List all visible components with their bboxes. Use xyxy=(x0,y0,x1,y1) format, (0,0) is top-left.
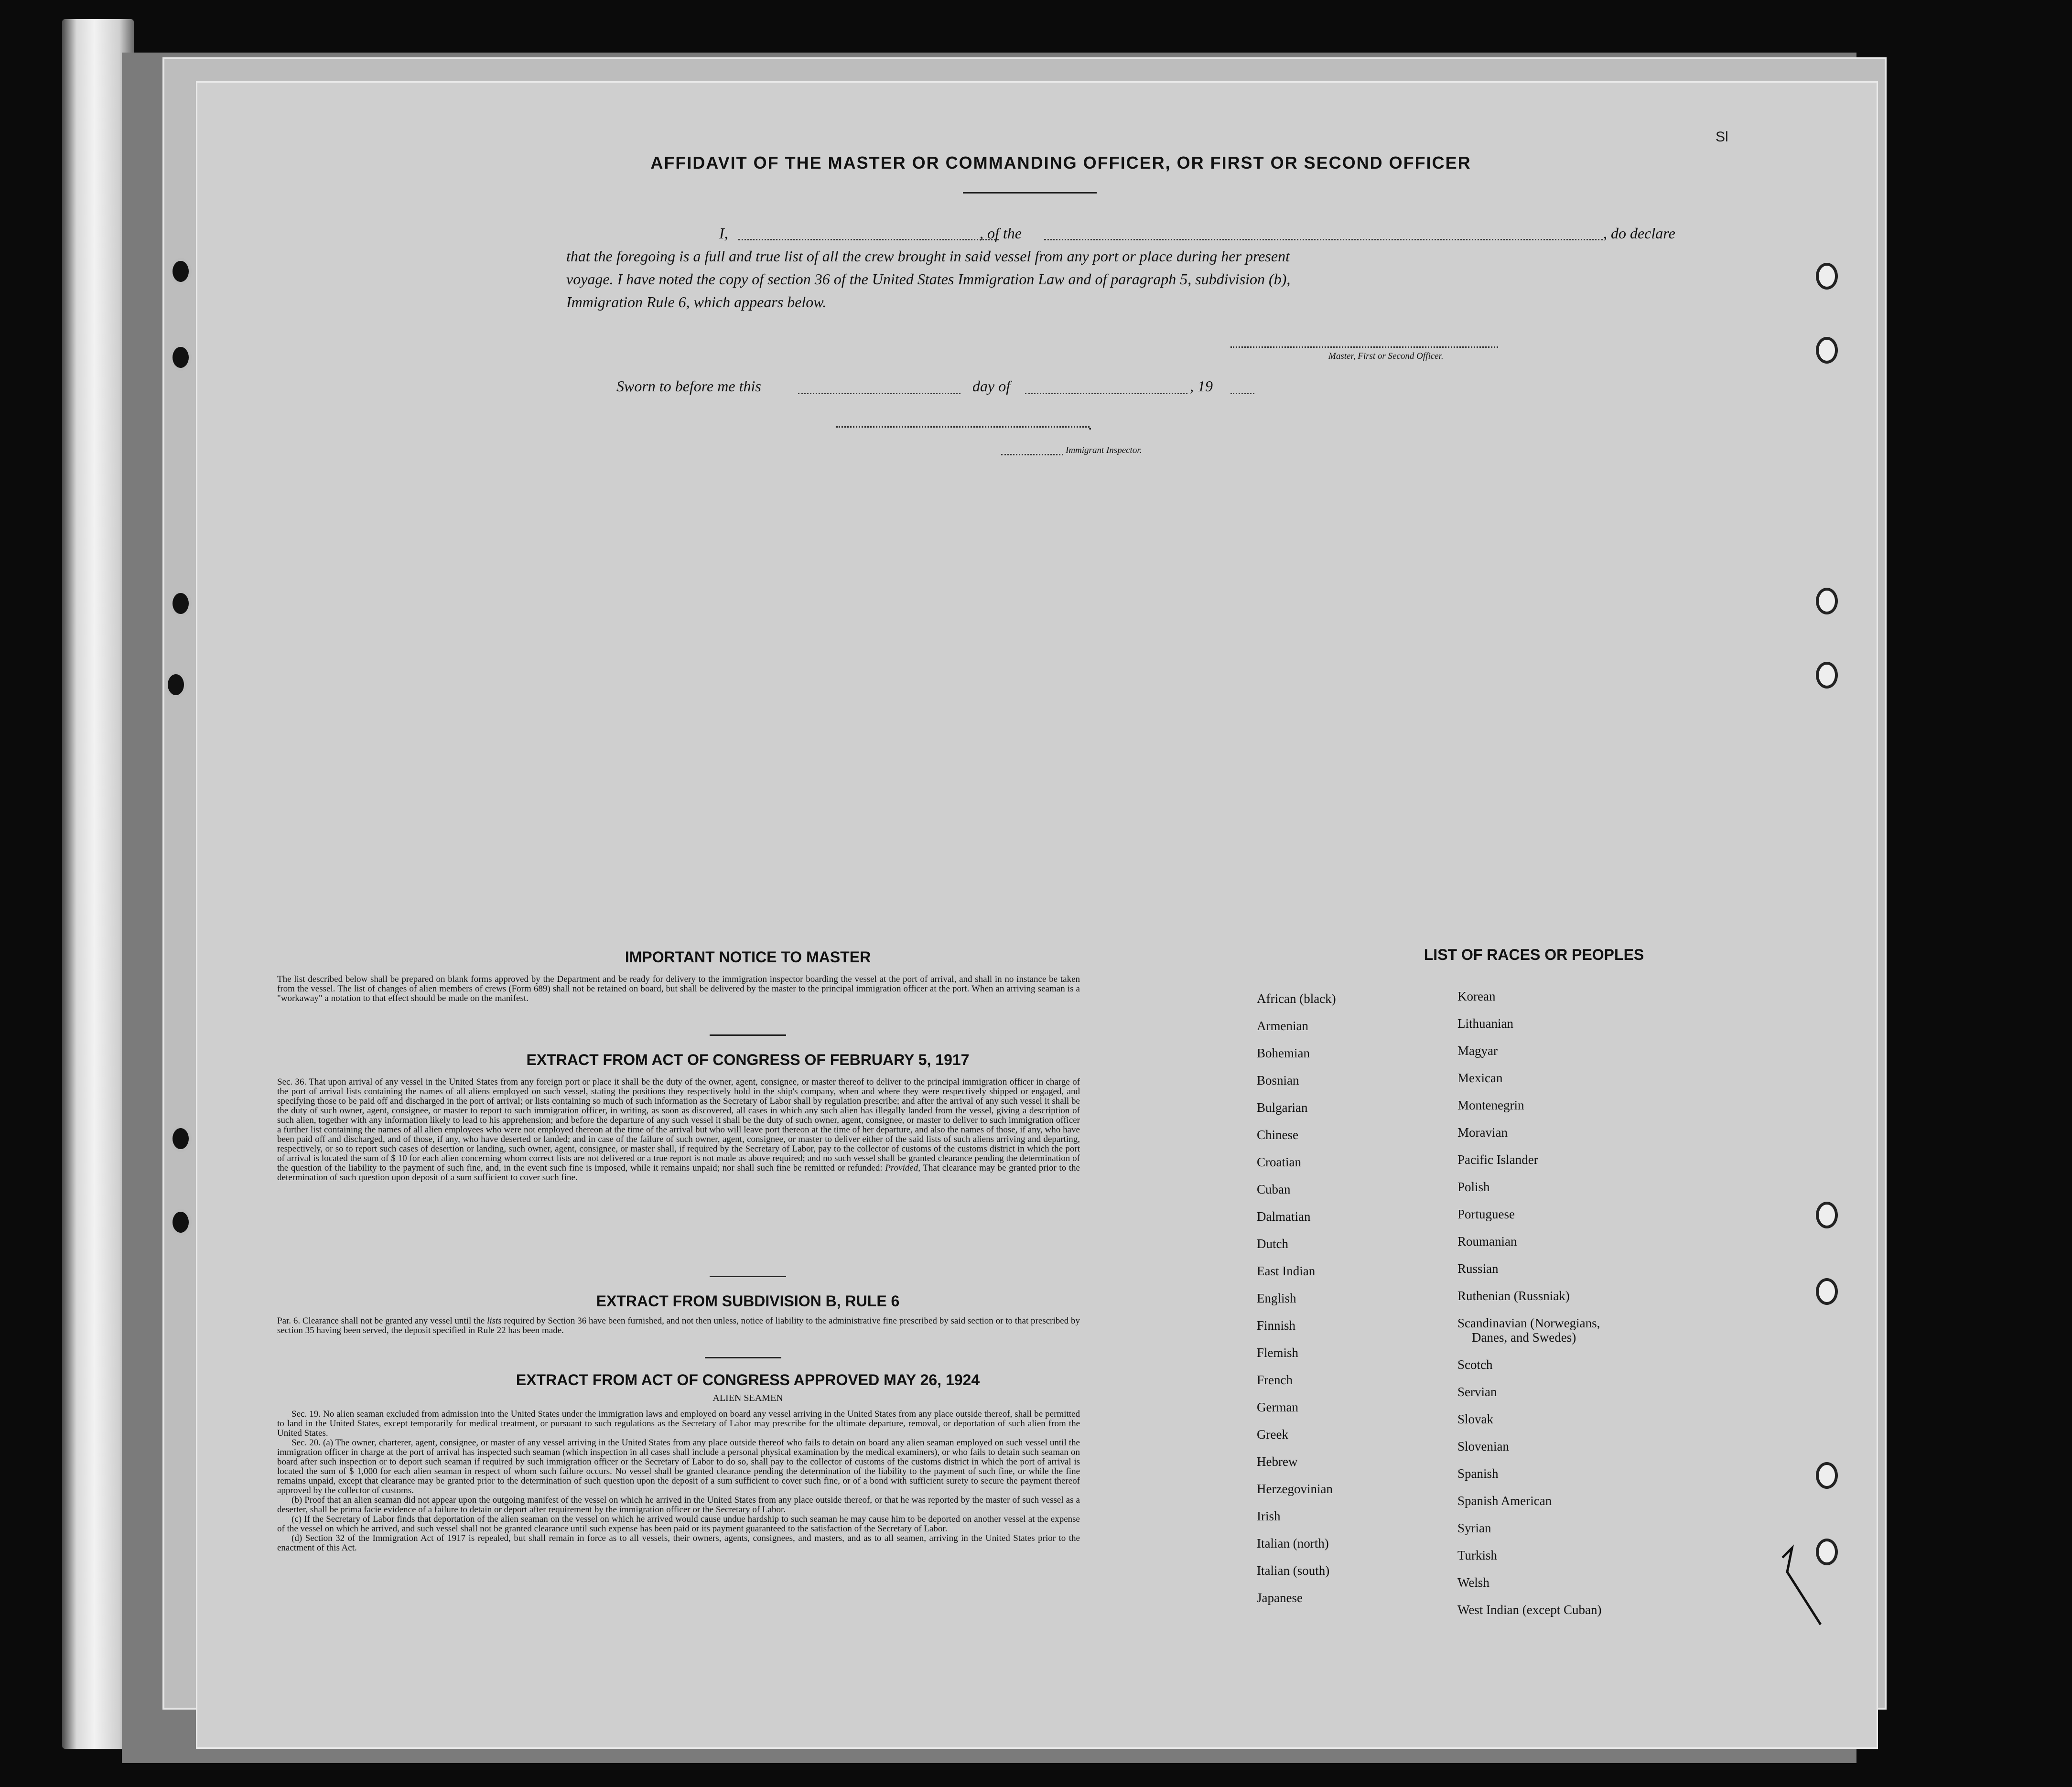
race-item: West Indian (except Cuban) xyxy=(1457,1603,1602,1617)
title-rule xyxy=(963,192,1097,194)
sworn-day-blank[interactable] xyxy=(798,393,960,394)
race-item: Polish xyxy=(1457,1180,1490,1194)
races-right-column xyxy=(1457,989,1601,1630)
signature-caption: Master, First or Second Officer. xyxy=(1328,351,1444,361)
sworn-month-blank[interactable] xyxy=(1025,393,1187,394)
inspector-signature-blank[interactable] xyxy=(836,426,1090,428)
race-item: Finnish xyxy=(1257,1318,1296,1333)
extract-1924-subtitle: ALIEN SEAMEN xyxy=(712,1393,783,1403)
notice-body: The list described below shall be prepared on blank forms approved by the Department and be ready for delivery to the immigration inspector boarding the vessel at the port of arrival, and shall in no instance be taken from the vessel. The list of changes of alien members of crews (Form 689) shall not be retained on board, but shall be delivered by the master to the principal immigration officer at the port. When an arriving seaman is a "workaway" a notation to that effect should be made on the manifest. xyxy=(277,974,1080,1003)
sworn-period: . xyxy=(1089,416,1092,433)
race-item: East Indian xyxy=(1257,1264,1316,1278)
punch-hole xyxy=(165,671,187,698)
rule6-lists: lists xyxy=(487,1316,502,1326)
race-item: Scandinavian (Norwegians, xyxy=(1457,1316,1600,1330)
sec-20c: (c) If the Secretary of Labor finds that deportation of the alien seaman on the vessel on which he arrived would cause undue hardship to such seaman he may cause him to be deported on another vessel at the expense of the vessel on which he arrived, and such vessel shall not be granted clearance until such expense has been paid or its payment guaranteed to the satisfaction of the Secretary of Labor. xyxy=(277,1514,1080,1534)
race-item: African (black) xyxy=(1257,991,1336,1006)
race-item: Slovenian xyxy=(1457,1439,1509,1453)
sec-19: Sec. 19. No alien seaman excluded from admission into the United States under the immigration laws and employed on board any vessel arriving in the United States from any place outside thereof, shall be permitted to land in the United States, except temporarily for medical treatment, or pursuant to such regulations as the Secretary of Labor may prescribe for the ultimate departure, removal, or deportation of such alien from the United States. xyxy=(277,1409,1080,1438)
race-item: Magyar xyxy=(1457,1044,1498,1058)
punch-hole xyxy=(1816,263,1838,290)
race-item: Korean xyxy=(1457,989,1496,1003)
race-item: Syrian xyxy=(1457,1521,1491,1535)
inspector-caption-rule xyxy=(1001,454,1063,455)
race-item: Portuguese xyxy=(1457,1207,1515,1221)
punch-hole xyxy=(170,344,192,371)
sec-20b: (b) Proof that an alien seaman did not appear upon the outgoing manifest of the vessel on which he arrived in the United States from any place outside thereof, or that he was reported by the master of such vessel as a deserter, shall be prima facie evidence of a failure to detain or deport after requirement by the immigration officer or the Secretary of Labor. xyxy=(277,1495,1080,1515)
races-title: LIST OF RACES OR PEOPLES xyxy=(1424,946,1644,963)
race-item: Montenegrin xyxy=(1457,1098,1524,1112)
races-left-column xyxy=(1257,991,1336,1618)
signature-blank[interactable] xyxy=(1230,346,1498,348)
sworn-day-of: day of xyxy=(972,377,1011,395)
rule6-text-pre: Par. 6. Clearance shall not be granted any vessel until the xyxy=(277,1316,485,1326)
sec-20d: (d) Section 32 of the Immigration Act of 1917 is repealed, but shall remain in force as to all vessels, their owners, agents, consignees, and masters, and as to all seamen, arriving in the United States prior to the enactment of this Act. xyxy=(277,1533,1080,1553)
extract-1917-title: EXTRACT FROM ACT OF CONGRESS OF FEBRUARY 5, 1917 xyxy=(526,1051,970,1068)
race-item: Turkish xyxy=(1457,1548,1498,1562)
race-item: Hebrew xyxy=(1257,1454,1298,1469)
sworn-year-blank[interactable] xyxy=(1230,393,1254,394)
race-item: Spanish xyxy=(1457,1466,1499,1481)
name-blank[interactable] xyxy=(738,239,999,240)
race-item: Russian xyxy=(1457,1261,1499,1276)
race-item: English xyxy=(1257,1291,1296,1305)
section-rule xyxy=(705,1357,781,1358)
corner-mark: Sl xyxy=(1716,129,1728,145)
sec-20a: Sec. 20. (a) The owner, charterer, agent, consignee, or master of any vessel arriving in the United States from any place outside thereof who fails to detain on board any alien seaman employed on such vessel until the immigration officer in charge at the port of arrival has inspected such seaman (which inspection in all cases shall include a personal physical examination by the medical examiners), or who fails to detain such seaman on board after such inspection or to deport such seaman if required by such immigration officer or the Secretary of Labor to do so, shall pay to the collector of customs of the customs district in which the port of arrival is located the sum of $ 1,000 for each alien seaman in respect of whom such failure occurs. No vessel shall be granted clearance pending the determination of the liability to the payment of such fine, or while the fine remains unpaid, except that clearance may be granted prior to the determination of such question upon the deposit of a sum sufficient to cover such fine, or of a bond with sufficient surety to secure the payment thereof approved by the collector of customs. xyxy=(277,1438,1080,1496)
race-item: Cuban xyxy=(1257,1182,1291,1196)
inspector-caption: Immigrant Inspector. xyxy=(1066,445,1142,455)
punch-hole xyxy=(170,258,192,285)
race-item: Greek xyxy=(1257,1427,1288,1442)
race-item: Roumanian xyxy=(1457,1234,1517,1249)
race-item: Moravian xyxy=(1457,1125,1508,1140)
race-item: Bulgarian xyxy=(1257,1100,1308,1115)
extract-1917-text: Sec. 36. That upon arrival of any vessel in the United States from any foreign port or place it shall be the duty of the owner, agent, consignee, or master thereof to deliver to the principal immigration officer in charge of the port of arrival lists containing the names of all aliens employed on such vessel, stating the positions they respectively hold in the ship's company, when and where they were respectively shipped or engaged, and specifying those to be paid off and discharged in the port of arrival; or lists containing so much of such information as the Secretary of Labor shall by regulation prescribe; and after the arrival of any such vessel it shall be the duty of such owner, agent, consignee, or master to report to such immigration officer, in writing, as soon as discovered, all cases in which any such alien has illegally landed from the vessel, giving a description of such alien, together with any information likely to lead to his apprehension; and before the departure of any such vessel it shall be the duty of such owner, agent, consignee, or master to deliver to such immigration officer a further list containing the names of all alien employees who were not employed thereon at the time of the arrival but who will leave port thereon at the time of her departure, and also the names of those, if any, who have been paid off and discharged, and of those, if any, who have deserted or landed; and in case of the failure of such owner, agent, consignee, or master to deliver either of the said lists of such aliens arriving and departing, respectively, or so to report such cases of desertion or landing, such owner, agent, consignee, or master shall, if required by the Secretary of Labor, pay to the collector of customs of the customs district in which the port of arrival is located the sum of $ 10 for each alien concerning whom correct lists are not delivered or a true report is not made as above required; and no such vessel shall be granted clearance pending the determination of the question of the liability to the payment of such fine, and, in the event such fine is imposed, while it remains unpaid; nor shall such fine be remitted or refunded: xyxy=(277,1077,1080,1173)
punch-hole xyxy=(1816,1462,1838,1489)
notice-title: IMPORTANT NOTICE TO MASTER xyxy=(625,948,871,966)
race-item: French xyxy=(1257,1373,1293,1387)
affidavit-title: AFFIDAVIT OF THE MASTER OR COMMANDING OFFICER, OR FIRST OR SECOND OFFICER xyxy=(650,153,1471,172)
race-item: Flemish xyxy=(1257,1346,1299,1360)
race-item: German xyxy=(1257,1400,1298,1414)
section-rule xyxy=(710,1276,786,1277)
race-item: Herzegovinian xyxy=(1257,1482,1333,1496)
rule6-text-post: required by Section 36 have been furnished, and not then unless, notice of liability to the administrative fine prescribed by said section or to that prescribed by section 35 having been served, the deposit specified in Rule 22 has been made. xyxy=(277,1316,1080,1335)
affidavit-line-4: Immigration Rule 6, which appears below. xyxy=(566,293,827,311)
race-item: Ruthenian (Russniak) xyxy=(1457,1289,1570,1303)
extract-rule6-body xyxy=(277,1316,1080,1335)
race-item: Bohemian xyxy=(1257,1046,1310,1060)
race-item: Italian (north) xyxy=(1257,1536,1329,1550)
extract-1917-text-end: That clearance may be granted prior to the determination of such question upon deposit of a sum sufficient to cover such fine. xyxy=(277,1163,1080,1183)
punch-hole xyxy=(170,590,192,617)
race-item: Mexican xyxy=(1457,1071,1503,1085)
form-page xyxy=(196,81,1878,1749)
punch-hole xyxy=(170,1125,192,1152)
extract-rule6-title: EXTRACT FROM SUBDIVISION B, RULE 6 xyxy=(596,1292,900,1310)
race-item: Scotch xyxy=(1457,1357,1493,1372)
race-item: Irish xyxy=(1257,1509,1281,1523)
race-item: Armenian xyxy=(1257,1019,1308,1033)
punch-hole xyxy=(1816,337,1838,364)
sworn-prefix: Sworn to before me this xyxy=(616,377,761,395)
race-item: Lithuanian xyxy=(1457,1016,1513,1031)
affidavit-i: I, xyxy=(719,225,728,242)
extract-1924-title: EXTRACT FROM ACT OF CONGRESS APPROVED MAY 26, 1924 xyxy=(516,1371,980,1389)
race-item: Croatian xyxy=(1257,1155,1301,1169)
race-item: Italian (south) xyxy=(1257,1563,1330,1578)
affidavit-do-declare: , do declare xyxy=(1603,225,1675,242)
race-item: Bosnian xyxy=(1257,1073,1299,1087)
race-item: Danes, and Swedes) xyxy=(1472,1330,1576,1345)
race-item: Dalmatian xyxy=(1257,1209,1311,1224)
punch-hole xyxy=(1816,662,1838,689)
race-item: Pacific Islander xyxy=(1457,1152,1538,1167)
race-item: Welsh xyxy=(1457,1575,1489,1590)
affidavit-of-the: , of the xyxy=(980,225,1022,242)
vessel-blank[interactable] xyxy=(1044,239,1603,240)
race-item: Slovak xyxy=(1457,1412,1494,1426)
extract-1917-body xyxy=(277,1077,1080,1183)
sworn-year: , 19 xyxy=(1190,377,1213,395)
affidavit-line-3: voyage. I have noted the copy of section 36 of the United States Immigration Law and of paragraph 5, subdivision (b), xyxy=(566,270,1291,288)
race-item: Spanish American xyxy=(1457,1494,1552,1508)
pen-mark xyxy=(1773,1543,1830,1629)
punch-hole xyxy=(1816,1202,1838,1228)
race-item: Servian xyxy=(1457,1385,1497,1399)
race-item: Dutch xyxy=(1257,1237,1288,1251)
race-item: Japanese xyxy=(1257,1591,1303,1605)
punch-hole xyxy=(170,1209,192,1236)
extract-1924-body xyxy=(277,1410,1080,1553)
extract-1917-provided: Provided, xyxy=(885,1163,920,1173)
punch-hole xyxy=(1816,1278,1838,1305)
race-item: Chinese xyxy=(1257,1128,1298,1142)
punch-hole xyxy=(1816,588,1838,614)
affidavit-line-2: that the foregoing is a full and true list of all the crew brought in said vessel from any port or place during her present xyxy=(566,248,1290,265)
section-rule xyxy=(710,1034,786,1036)
